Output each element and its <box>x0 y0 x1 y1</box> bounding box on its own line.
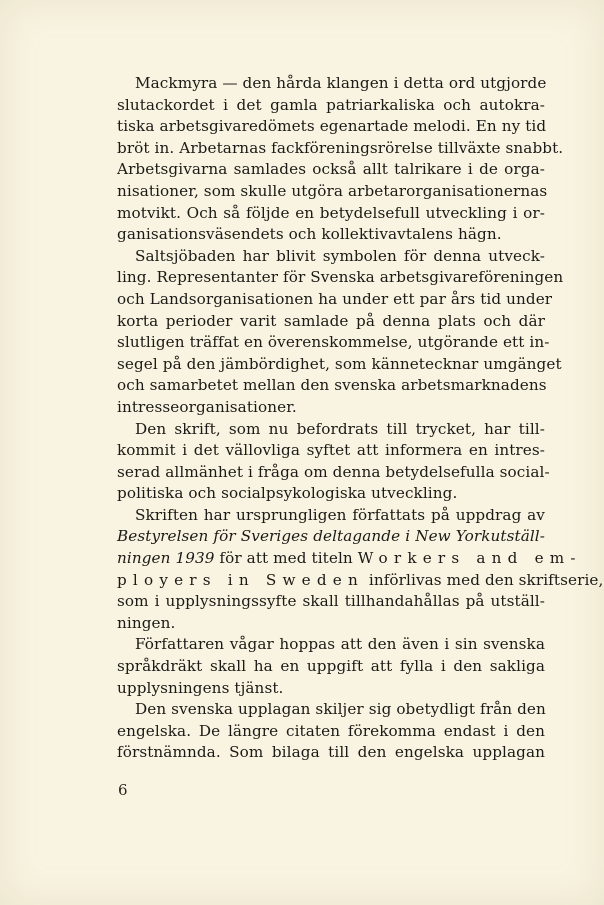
text-line: och Landsorganisationen ha under ett par års tid under <box>117 289 553 308</box>
text-line: Författaren vågar hoppas att den även i sin svenska <box>135 635 545 654</box>
text-line: bröt in. Arbetarnas fackföreningsrörelse tillväxte snabbt. <box>117 138 564 157</box>
italic-title: Bestyrelsen för Sveriges deltagande i New Yorkutställ- <box>117 527 545 546</box>
text-line: förstnämnda. Som bilaga till den engelska upplagan <box>117 743 545 762</box>
text-line: upplysningens tjänst. <box>117 678 284 697</box>
text-line: som i upplysningssyfte skall tillhandahållas på utställ- <box>117 592 545 611</box>
text-line: slutackordet i det gamla patriarkaliska och autokra- <box>117 95 545 114</box>
text-line: och samarbetet mellan den svenska arbetsmarknadens <box>117 376 547 395</box>
text-line: nisationer, som skulle utgöra arbetarorganisationernas <box>117 181 548 200</box>
text-line: Skriften har ursprungligen författats på uppdrag av <box>135 505 545 524</box>
text-line: Saltsjöbaden har blivit symbolen för denna utveck- <box>135 246 545 265</box>
body-text <box>117 73 604 764</box>
text-line: politiska och socialpsykologiska utveckling. <box>117 484 458 503</box>
page-number: 6 <box>118 781 128 799</box>
text-line: ling. Representanter för Svenska arbetsgivareföreningen <box>117 268 564 287</box>
text-line: Arbetsgivarna samlades också allt talrikare i de orga- <box>117 160 545 179</box>
text-line: segel på den jämbördighet, som kännetecknar umgänget <box>117 354 562 373</box>
text-line: ganisationsväsendets och kollektivavtalens hägn. <box>117 225 502 244</box>
text-span: för att med titeln <box>214 549 358 568</box>
italic-title: ningen 1939 <box>117 549 215 568</box>
text-line: Mackmyra — den hårda klangen i detta ord utgjorde <box>135 74 547 92</box>
text-line: serad allmänhet i fråga om denna betydelsefulla social- <box>117 462 550 481</box>
text-line: slutligen träffat en överenskommelse, utgörande ett in- <box>117 333 550 352</box>
text-line: intresseorganisationer. <box>117 397 297 416</box>
text-line: tiska arbetsgivaredömets egenartade melodi. En ny tid <box>117 117 547 136</box>
text-line: ningen. <box>117 613 176 632</box>
text-line: Den svenska upplagan skiljer sig obetydligt från den <box>135 700 546 719</box>
text-line: engelska. De längre citaten förekomma endast i den <box>117 721 545 740</box>
text-line: språkdräkt skall ha en uppgift att fylla i den sakliga <box>117 657 545 676</box>
text-line: kommit i det vällovliga syftet att informera en intres- <box>117 441 545 460</box>
spaced-title: Workers and em- <box>357 549 582 568</box>
text-line: Den skrift, som nu befordrats till trycket, har till- <box>135 419 545 438</box>
spaced-title: ployers in Sweden <box>117 570 364 589</box>
text-line: korta perioder varit samlade på denna plats och där <box>117 311 545 330</box>
text-line <box>117 548 582 570</box>
text-span: införlivas med den skriftserie, <box>363 570 604 589</box>
text-line <box>117 526 545 548</box>
text-line: motvikt. Och så följde en betydelsefull utveckling i or- <box>117 203 545 222</box>
text-line <box>117 570 604 592</box>
